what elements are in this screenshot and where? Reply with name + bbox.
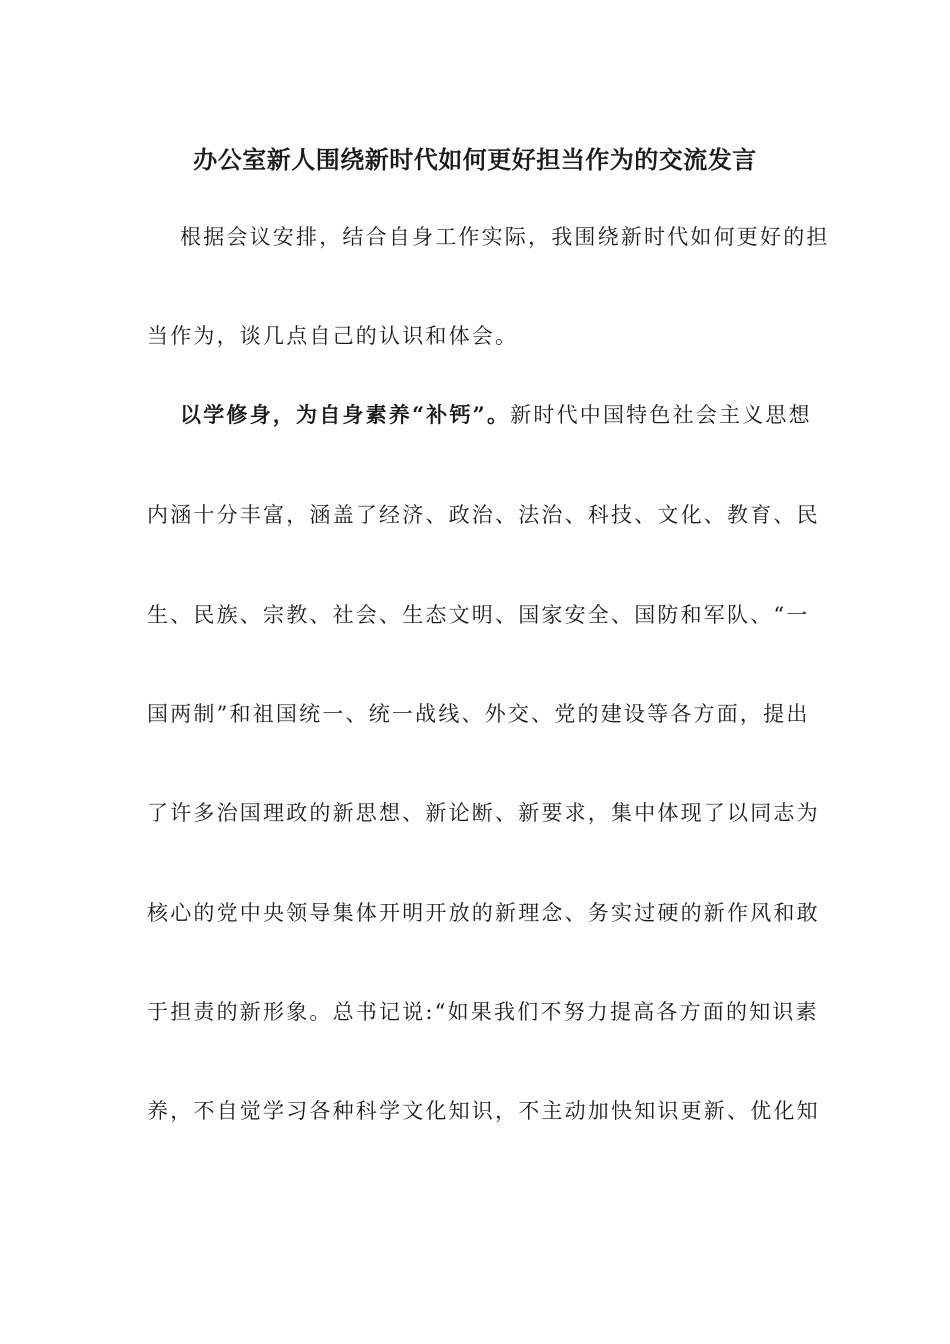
paragraph-2-line-1-rest: 新时代中国特色社会主义思想: [510, 403, 812, 427]
document-title: 办公室新人围绕新时代如何更好担当作为的交流发言: [193, 145, 757, 174]
paragraph-2-line-1: [180, 400, 812, 430]
paragraph-2-line-5: 了许多治国理政的新思想、新论断、新要求，集中体现了以同志为: [147, 801, 820, 825]
paragraph-2-line-4: 国两制”和祖国统一、统一战线、外交、党的建设等各方面，提出: [147, 702, 810, 726]
paragraph-2-line-3: 生、民族、宗教、社会、生态文明、国家安全、国防和军队、“一: [147, 603, 810, 627]
paragraph-1-line-1: 根据会议安排，结合自身工作实际，我围绕新时代如何更好的担: [180, 225, 830, 249]
paragraph-1-line-2: 当作为，谈几点自己的认识和体会。: [147, 324, 519, 348]
paragraph-2-line-2: 内涵十分丰富，涵盖了经济、政治、法治、科技、文化、教育、民: [147, 503, 820, 527]
paragraph-2-line-7: 于担责的新形象。总书记说:“如果我们不努力提高各方面的知识素: [147, 1000, 819, 1024]
paragraph-2-line-8: 养，不自觉学习各种科学文化知识，不主动加快知识更新、优化知: [147, 1099, 820, 1123]
paragraph-2-line-6: 核心的党中央领导集体开明开放的新理念、务实过硬的新作风和敢: [147, 901, 820, 925]
paragraph-2-heading: 以学修身，为自身素养“补钙”。: [180, 402, 511, 427]
